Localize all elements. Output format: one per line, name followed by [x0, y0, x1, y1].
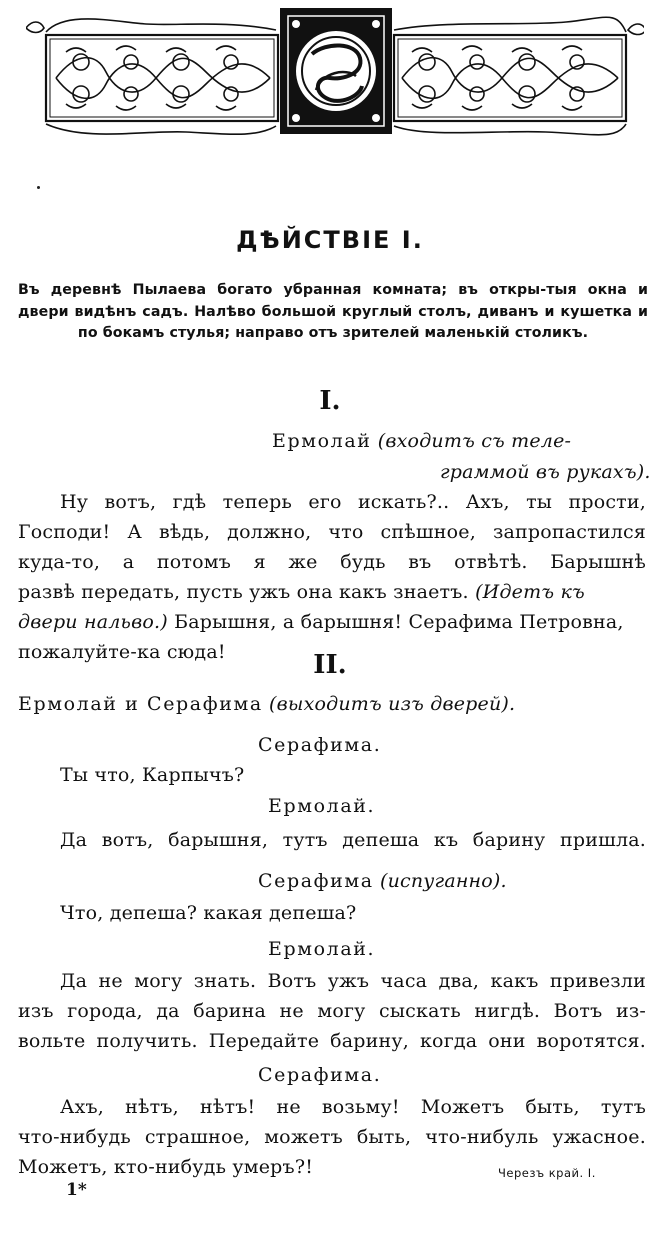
dialogue-line: изъ города, да барина не могу сыскать нигдѣ. Вотъ из- [18, 1000, 646, 1022]
speaker-seraphima: Серафима. [258, 734, 382, 756]
dialogue-line: Можетъ, кто-нибудь умеръ?! [18, 1156, 314, 1178]
printer-signature: 1* [66, 1180, 87, 1200]
dialogue-line: вольте получить. Передайте барину, когда они воротятся. [18, 1030, 646, 1052]
dialogue-line: Что, депеша? какая депеша? [60, 902, 357, 924]
scene2-intro-direction: (выходитъ изъ дверей). [269, 693, 516, 715]
speaker-ermolai: Ермолай. [268, 795, 376, 817]
scene1-speaker [272, 430, 571, 452]
speaker-seraphima-direction [258, 870, 507, 892]
scene1-line: пожалуйте-ка сюда! [18, 641, 226, 663]
dialogue-line: что-нибудь страшное, можетъ быть, что-нибуль ужасное. [18, 1126, 646, 1148]
stray-ink-dot [37, 186, 40, 189]
dialogue-line: Ты что, Карпычъ? [60, 764, 245, 786]
scene1-text: развѣ передать, пусть ужъ она какъ знаетъ. [18, 581, 469, 603]
speaker-direction-cont: граммой въ рукахъ). [440, 461, 651, 483]
ornament-header [26, 2, 644, 138]
speaker-direction: (входитъ съ теле- [377, 430, 572, 452]
speaker-seraphima: Серафима. [258, 1064, 382, 1086]
speaker-name: Ермолай [272, 430, 372, 452]
scene1-line [18, 611, 624, 633]
ornamental-monogram-icon [280, 8, 392, 134]
scene1-line: Ну вотъ, гдѣ теперь его искать?.. Ахъ, ты прости, [60, 491, 646, 513]
speaker-ermolai: Ермолай. [268, 938, 376, 960]
scene1-line: Господи! А вѣдь, должно, что спѣшное, запропастился [18, 521, 646, 543]
scene-number-1: I. [319, 386, 341, 416]
scene2-intro-names: Ермолай и Серафима [18, 693, 263, 715]
dialogue-line: Да вотъ, барышня, тутъ депеша къ барину пришла. [60, 829, 646, 851]
scene1-direction: (Идетъ къ [475, 581, 585, 603]
scene2-intro [18, 693, 646, 715]
stage-direction: Въ деревнѣ Пылаева богато убранная комната; въ откры-тыя окна и двери видѣнъ садъ. Налѣво большой круглый столъ, диванъ и кушетка и по бокамъ стулья; направо отъ зрителей маленькiй столикъ. [18, 282, 648, 341]
speaker-direction: (испуганно). [379, 870, 507, 892]
dialogue-line: Ахъ, нѣтъ, нѣтъ! не возьму! Можетъ быть, тутъ [60, 1096, 646, 1118]
scene1-direction: двери нальво.) [18, 611, 168, 633]
scene-number-2: II. [313, 650, 347, 680]
dialogue-line: Да не могу знать. Вотъ ужъ часа два, какъ привезли [60, 970, 646, 992]
scene1-text: Барышня, а барышня! Серафима Петровна, [174, 611, 624, 633]
scene1-line [18, 581, 585, 603]
speaker-name: Серафима [258, 870, 374, 892]
scene1-line: куда-то, а потомъ я же будь въ отвѣтѣ. Барышнѣ [18, 551, 646, 573]
running-footer-note: Черезъ край. I. [498, 1166, 596, 1180]
act-title: ДѢЙСТВIЕ I. [236, 226, 424, 254]
